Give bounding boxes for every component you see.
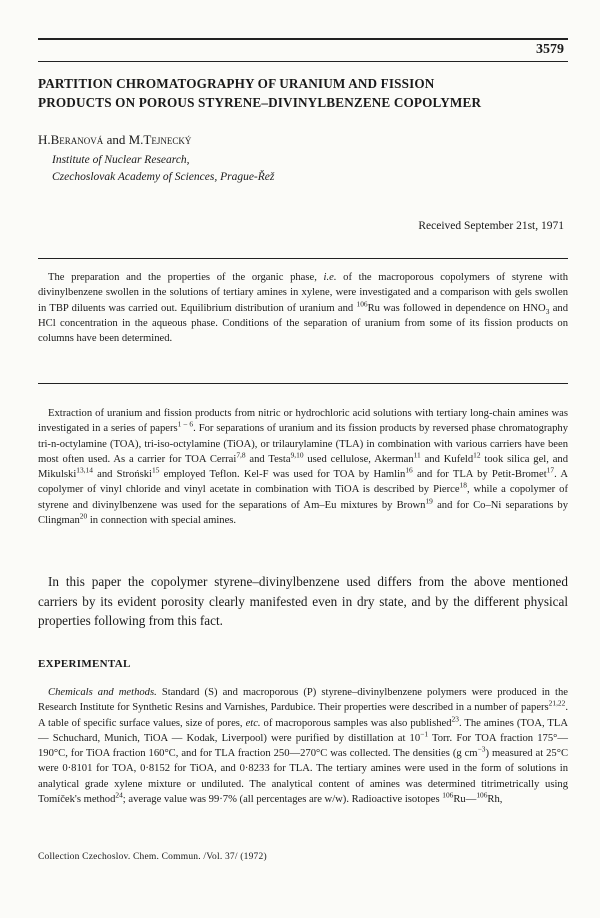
top-rule — [38, 38, 568, 40]
citation: 17 — [546, 465, 555, 475]
intro-text: and for TLA by Petit-Bromet — [412, 469, 547, 481]
intro-text: in connection with special amines. — [87, 515, 237, 527]
citation: 23 — [451, 714, 459, 724]
citation: 13,14 — [76, 465, 93, 475]
citation: 18 — [459, 480, 467, 490]
exponent: −3 — [477, 744, 486, 754]
abstract-text-4: and HCl concentration in the aqueous phase. Conditions of the separation of uranium from some of its fission products on columns have been determined. — [38, 302, 568, 345]
exp-text: of macroporous samples was also published — [260, 717, 452, 729]
title-line-1: PARTITION CHROMATOGRAPHY OF URANIUM AND FISSION — [38, 76, 435, 91]
affiliation-line-1: Institute of Nuclear Research, — [52, 154, 190, 166]
citation: 12 — [473, 450, 481, 460]
citation: 15 — [152, 465, 160, 475]
author-2-name: Tejnecký — [143, 132, 192, 147]
intro-text: and Stroński — [92, 469, 153, 481]
citation: 19 — [425, 496, 433, 506]
exp-text: ; average value was 99·7% (all percentages are w/w). Radioactive isotopes — [122, 794, 443, 806]
author-list — [38, 132, 191, 148]
exp-etc: etc. — [245, 717, 261, 729]
abstract — [38, 270, 568, 346]
citation: 7,8 — [236, 450, 246, 460]
affiliation — [52, 152, 274, 186]
abstract-text-2: of the macroporous copolymers of styrene with divinylbenzene swollen in the solutions of tertiary amines in xylene, were investigated and a comparison with gels swollen in TBP diluents was carried out. Equilibrium distribution of uranium and — [38, 272, 568, 314]
intro-text: took silica gel, and Mikulski — [38, 453, 569, 481]
abstract-bottom-rule — [38, 383, 568, 384]
paper-scope-paragraph — [38, 572, 568, 631]
paper-scope-text: In this paper the copolymer styrene–divinylbenzene used differs from the above mentioned carriers by its evident porosity clearly manifested even in dry state, and by the different physical properties following from this fact. — [38, 574, 568, 628]
exp-text: Rh, — [487, 794, 503, 806]
article-title — [38, 74, 578, 112]
intro-text: Extraction of uranium and fission products from nitric or hydrochloric acid solutions with tertiary long-chain amines was investigated in a series of papers — [38, 408, 568, 435]
exp-text: Ru— — [453, 794, 477, 806]
author-2-initial: M. — [128, 132, 144, 147]
intro-text: and Testa — [245, 453, 291, 465]
citation: 20 — [79, 511, 88, 521]
isotope-mass: 106 — [476, 790, 488, 800]
intro-text: . A copolymer of vinyl chloride and vinyl acetate in combination with TiOA is described by Pierce — [38, 469, 569, 496]
subsection-lead: Chemicals and methods. — [48, 687, 157, 698]
author-1-initial: H. — [38, 132, 51, 147]
exponent: −1 — [420, 729, 429, 739]
citation: 1 – 6 — [177, 419, 194, 429]
section-heading: EXPERIMENTAL — [38, 658, 131, 670]
citation: 21,22 — [548, 698, 566, 708]
abstract-ie: i.e. — [323, 272, 337, 283]
intro-text: , while a copolymer of styrene and divinylbenzene was used for the separations of Am–Eu mixtures by Brown — [38, 484, 569, 511]
header-rule — [38, 61, 568, 62]
intro-text: used cellulose, Akerman — [303, 453, 414, 465]
intro-text: employed Teflon. Kel-F was used for TOA by Hamlin — [159, 469, 406, 481]
page-number: 3579 — [536, 42, 564, 57]
exp-text: ) measured at 25°C were 0·8101 for TOA, 0·8152 for TiOA, and 0·8233 for TLA. The tertiary amines were used in the form of solutions in analytical grade xylene mixture or undiluted. The analytical content of amines was determined titrimetrically using Tomíček's method — [38, 748, 569, 806]
citation: 9,10 — [290, 450, 304, 460]
author-conjunction: and — [103, 132, 129, 147]
introduction — [38, 406, 568, 528]
intro-text: and for Co–Ni separations by Clingman — [38, 499, 568, 527]
abstract-sub-3: 3 — [545, 306, 550, 316]
received-date: Received September 21st, 1971 — [418, 220, 564, 232]
abstract-sup-106: 106 — [356, 299, 368, 309]
exp-text: Standard (S) and macroporous (P) styrene–divinylbenzene polymers were produced in the Research Institute for Synthetic Resins and Varnishes, Pardubice. Their properties were described in a number of papers — [38, 687, 568, 714]
journal-footer: Collection Czechoslov. Chem. Commun. /Vol. 37/ (1972) — [38, 852, 267, 862]
abstract-top-rule — [38, 258, 568, 259]
affiliation-line-2: Czechoslovak Academy of Sciences, Prague-Řež — [52, 171, 275, 183]
exp-text: . The amines (TOA, TLA — Schuchard, Munich, TiOA — Kodak, Liverpool) were purified by distillation at 10 — [38, 717, 569, 744]
abstract-text-3: Ru was followed in dependence on HNO — [367, 302, 546, 314]
citation: 16 — [405, 465, 413, 475]
exp-text: Torr. For TOA fraction 175°—190°C, for TiOA fraction 160°C, and for TLA fraction 250—270°C was collected. The densities (g cm — [38, 732, 568, 760]
intro-text: and Kufeld — [420, 453, 474, 465]
intro-text: . For separations of uranium and its fission products by reversed phase chromatography tri-n-octylamine (TOA), tri-iso-octylamine (TiOA), or trilaurylamine (TLA) in combination with various carriers have been most often used. As a carrier for TOA Cerrai — [38, 423, 568, 465]
citation: 24 — [115, 790, 123, 800]
abstract-text-1: The preparation and the properties of the organic phase, — [48, 272, 324, 283]
exp-text: . A table of specific surface values, size of pores, — [38, 702, 568, 729]
experimental-section — [38, 685, 568, 807]
isotope-mass: 106 — [442, 790, 454, 800]
citation: 11 — [413, 450, 421, 460]
author-1-name: Beranová — [50, 132, 104, 147]
title-line-2: PRODUCTS ON POROUS STYRENE–DIVINYLBENZENE COPOLYMER — [38, 95, 482, 110]
